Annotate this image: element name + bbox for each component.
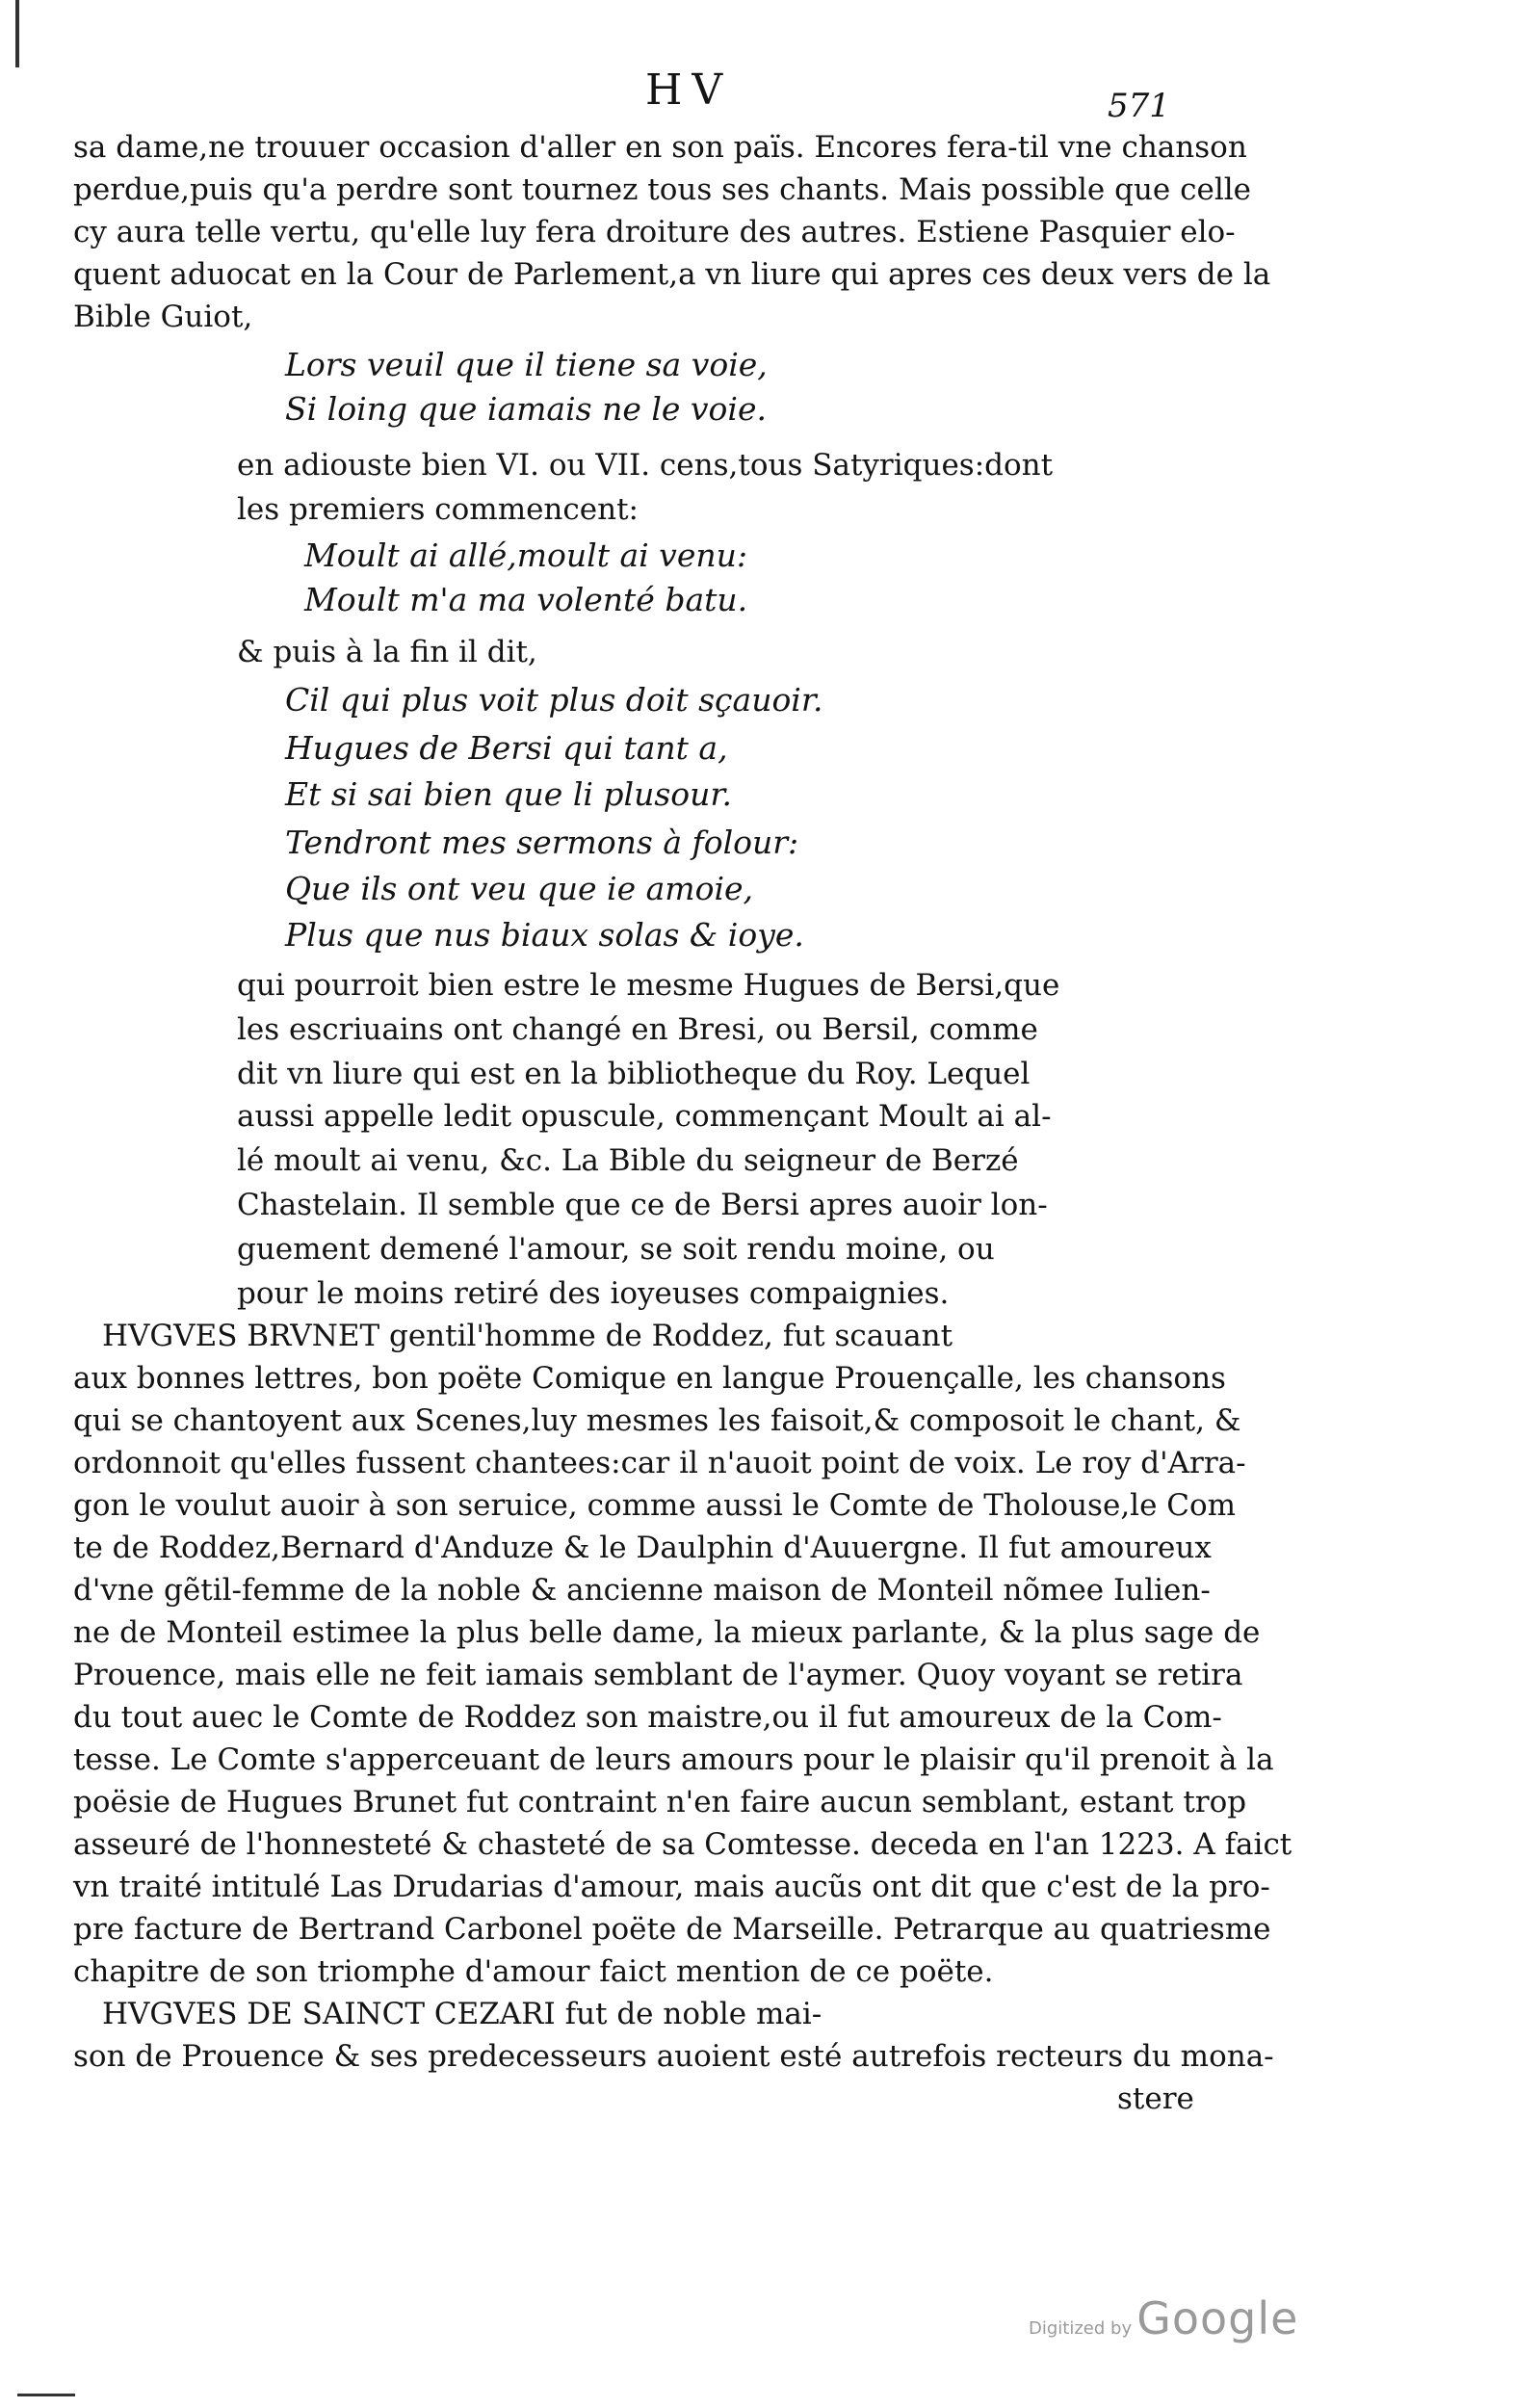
text-line: perdue,puis qu'a perdre sont tournez tous ses chants. Mais possible que celle <box>73 172 1252 207</box>
text-line: Prouence, mais elle ne feit iamais semblant de l'aymer. Quoy voyant se retira <box>73 1658 1243 1692</box>
digitized-watermark <box>1029 2292 1298 2344</box>
verse-line: Plus que nus biaux solas & ioye. <box>285 916 804 954</box>
text-line: sa dame,ne trouuer occasion d'aller en son païs. Encores fera-til vne chanson <box>73 130 1247 165</box>
text-line: chapitre de son triomphe d'amour faict mention de ce poëte. <box>73 1954 994 1989</box>
text-line: du tout auec le Comte de Roddez son maistre,ou il fut amoureux de la Com- <box>73 1700 1222 1735</box>
verse-line: Et si sai bien que li plusour. <box>285 775 733 813</box>
text-line: ordonnoit qu'elles fussent chantees:car il n'auoit point de voix. Le roy d'Arra- <box>73 1446 1246 1480</box>
text-line: pour le moins retiré des ioyeuses compaignies. <box>237 1276 950 1311</box>
text-line: & puis à la fin il dit, <box>237 635 537 669</box>
catchword: stere <box>1117 2081 1194 2116</box>
verse-line: Hugues de Bersi qui tant a, <box>285 729 728 767</box>
text-line: en adiouste bien VI. ou VII. cens,tous Satyriques:dont <box>237 448 1054 483</box>
watermark-logo-text: Google <box>1136 2292 1299 2344</box>
text-line: asseuré de l'honnesteté & chasteté de sa Comtesse. deceda en l'an 1223. A faict <box>73 1827 1292 1862</box>
entry-heading-line: HVGVES DE SAINCT CEZARI fut de noble mai- <box>102 1997 822 2031</box>
page-edge-mark <box>17 2394 75 2396</box>
text-line: pre facture de Bertrand Carbonel poëte de Marseille. Petrarque au quatriesme <box>73 1912 1271 1947</box>
entry-heading-line: HVGVES BRVNET gentil'homme de Roddez, fut scauant <box>102 1319 953 1353</box>
text-line: Bible Guiot, <box>73 300 253 334</box>
text-line: te de Roddez,Bernard d'Anduze & le Daulphin d'Auuergne. Il fut amoureux <box>73 1531 1212 1565</box>
text-line: cy aura telle vertu, qu'elle luy fera droiture des autres. Estiene Pasquier elo- <box>73 215 1236 249</box>
watermark-small-text: Digitized by <box>1029 2318 1133 2339</box>
text-line: poësie de Hugues Brunet fut contraint n'en faire aucun semblant, estant trop <box>73 1785 1247 1819</box>
text-line: qui se chantoyent aux Scenes,luy mesmes les faisoit,& composoit le chant, & <box>73 1403 1241 1438</box>
verse-line: Si loing que iamais ne le voie. <box>285 390 767 428</box>
text-line: gon le voulut auoir à son seruice, comme aussi le Comte de Tholouse,le Com <box>73 1488 1237 1523</box>
text-line: les escriuains ont changé en Bresi, ou Bersil, comme <box>237 1012 1038 1047</box>
verse-line: Tendront mes sermons à folour: <box>285 824 799 861</box>
text-line: vn traité intitulé Las Drudarias d'amour, mais aucũs ont dit que c'est de la pro- <box>73 1870 1270 1904</box>
running-head: HV <box>645 65 733 115</box>
verse-line: Lors veuil que il tiene sa voie, <box>285 346 768 383</box>
text-line: ne de Monteil estimee la plus belle dame, la mieux parlante, & la plus sage de <box>73 1615 1261 1650</box>
verse-line: Que ils ont veu que ie amoie, <box>285 870 754 907</box>
page-number: 571 <box>1108 87 1170 125</box>
text-line: quent aduocat en la Cour de Parlement,a vn liure qui apres ces deux vers de la <box>73 257 1271 292</box>
text-line: dit vn liure qui est en la bibliotheque du Roy. Lequel <box>237 1057 1031 1091</box>
text-line: aux bonnes lettres, bon poëte Comique en langue Prouençalle, les chansons <box>73 1361 1226 1396</box>
text-line: aussi appelle ledit opuscule, commençant Moult ai al- <box>237 1099 1052 1134</box>
text-line: tesse. Le Comte s'apperceuant de leurs amours pour le plaisir qu'il prenoit à la <box>73 1742 1274 1777</box>
verse-line: Moult ai allé,moult ai venu: <box>304 537 747 574</box>
page-edge-mark <box>15 0 19 67</box>
verse-line: Moult m'a ma volenté batu. <box>304 581 748 618</box>
text-line: lé moult ai venu, &c. La Bible du seigneur de Berzé <box>237 1143 1019 1178</box>
text-line: guement demené l'amour, se soit rendu moine, ou <box>237 1232 995 1267</box>
text-line: son de Prouence & ses predecesseurs auoient esté autrefois recteurs du mona- <box>73 2039 1274 2074</box>
text-line: les premiers commencent: <box>237 492 639 527</box>
verse-line: Cil qui plus voit plus doit sçauoir. <box>285 681 823 719</box>
text-line: qui pourroit bien estre le mesme Hugues de Bersi,que <box>237 968 1060 1003</box>
text-line: d'vne gẽtil-femme de la noble & ancienne maison de Monteil nõmee Iulien- <box>73 1573 1211 1608</box>
text-line: Chastelain. Il semble que ce de Bersi apres auoir lon- <box>237 1188 1048 1222</box>
